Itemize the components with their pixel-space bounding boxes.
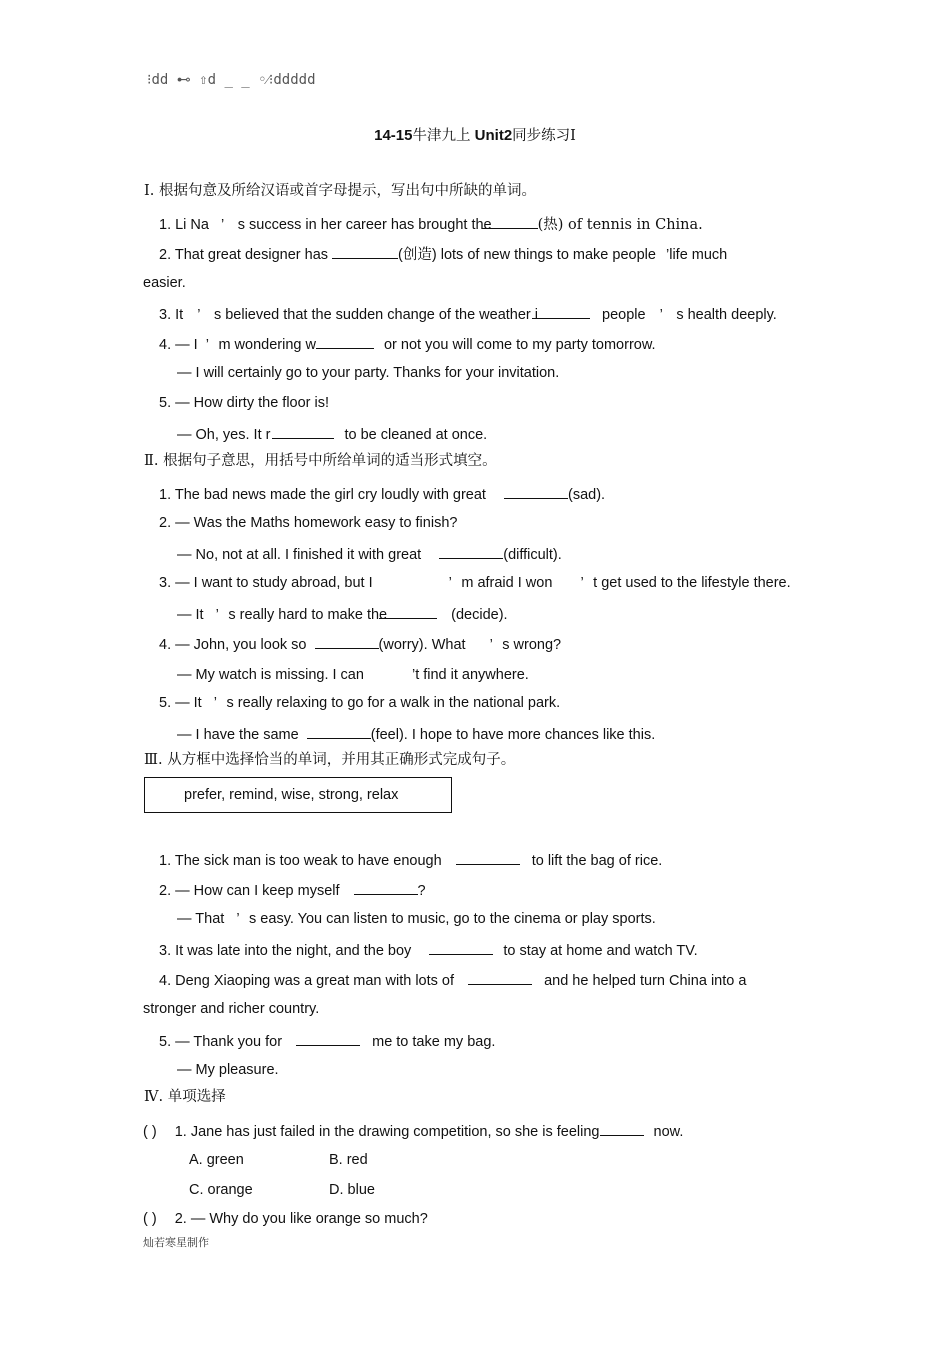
s3-q1: 1. The sick man is too weak to have enough to lift the bag of rice. <box>159 850 662 870</box>
answer-blank[interactable] <box>482 214 538 229</box>
answer-blank[interactable] <box>296 1031 360 1046</box>
s2-q2-reply: — No, not at all. I finished it with great (difficult). <box>177 544 562 564</box>
word-box-words: prefer, remind, wise, strong, relax <box>184 787 399 803</box>
s4-q1-option-b[interactable]: B. red <box>329 1152 368 1168</box>
s1-q5-reply: — Oh, yes. It r to be cleaned at once. <box>177 424 487 444</box>
s1-q2: 2. That great designer has (创造) lots of new things to make people ’life much <box>159 244 727 264</box>
answer-blank[interactable] <box>504 484 568 499</box>
s1-q4: 4. — I ’ m wondering w or not you will come to my party tomorrow. <box>159 334 656 354</box>
section-4-heading: Ⅳ. 单项选择 <box>144 1089 226 1105</box>
header-garbled-text: ⁝dd ⊷ ⇧d ̲ ̲ ◦⁄⁝ddddd <box>147 72 316 88</box>
s4-q1-option-d[interactable]: D. blue <box>329 1182 375 1198</box>
answer-blank[interactable] <box>456 850 520 865</box>
s1-q4-reply: — I will certainly go to your party. Thanks for your invitation. <box>177 365 560 381</box>
s3-q2: 2. — How can I keep myself ? <box>159 880 426 900</box>
page-title <box>0 124 950 145</box>
s3-q4-cont: stronger and richer country. <box>143 1001 320 1017</box>
answer-blank[interactable] <box>439 544 503 559</box>
footer-credit: 灿若寒星制作 <box>143 1236 209 1249</box>
title-prefix: 14-15 <box>374 127 413 144</box>
answer-blank[interactable] <box>307 724 371 739</box>
answer-blank[interactable] <box>332 244 398 259</box>
s2-q4-reply: — My watch is missing. I can ’t find it anywhere. <box>177 664 529 684</box>
title-cn2: 同步练习Ⅰ <box>512 128 576 144</box>
section-3-heading: Ⅲ. 从方框中选择恰当的单词，并用其正确形式完成句子。 <box>144 752 516 768</box>
s1-q1: 1. Li Na ’ s success in her career has brought the (热) of tennis in China. <box>159 214 703 234</box>
s2-q4: 4. — John, you look so (worry). What ’ s wrong? <box>159 634 561 654</box>
s4-q1-option-c[interactable]: C. orange <box>189 1182 253 1198</box>
s1-q5: 5. — How dirty the floor is! <box>159 395 330 411</box>
answer-blank[interactable] <box>600 1121 644 1136</box>
answer-blank[interactable] <box>379 604 437 619</box>
s2-q3: 3. — I want to study abroad, but I ’ m afraid I won ’ t get used to the lifestyle there. <box>159 575 791 591</box>
answer-blank[interactable] <box>368 664 412 679</box>
answer-blank[interactable] <box>316 334 374 349</box>
word-box <box>144 777 452 813</box>
s4-q1: ( ) 1. Jane has just failed in the drawing competition, so she is feeling now. <box>143 1121 683 1141</box>
title-unit: Unit2 <box>474 127 513 144</box>
answer-paren[interactable]: ( ) <box>143 1124 157 1140</box>
answer-blank[interactable] <box>468 970 532 985</box>
s3-q5-reply: — My pleasure. <box>177 1062 279 1078</box>
s3-q5: 5. — Thank you for me to take my bag. <box>159 1031 495 1051</box>
answer-blank[interactable] <box>429 940 493 955</box>
title-cn1: 牛津九上 <box>412 128 471 144</box>
answer-blank[interactable] <box>354 880 418 895</box>
answer-blank[interactable] <box>532 304 590 319</box>
s2-q5: 5. — It ’ s really relaxing to go for a walk in the national park. <box>159 695 561 711</box>
s3-q3: 3. It was late into the night, and the boy to stay at home and watch TV. <box>159 940 698 960</box>
s3-q4: 4. Deng Xiaoping was a great man with lots of and he helped turn China into a <box>159 970 746 990</box>
s1-q3: 3. It ’ s believed that the sudden change of the weather i people ’ s health deeply. <box>159 304 777 324</box>
s4-q1-option-a[interactable]: A. green <box>189 1152 244 1168</box>
s4-q2: ( ) 2. — Why do you like orange so much? <box>143 1211 428 1227</box>
s2-q2: 2. — Was the Maths homework easy to finish? <box>159 515 458 531</box>
section-2-heading: Ⅱ. 根据句子意思，用括号中所给单词的适当形式填空。 <box>144 453 497 469</box>
s2-q3-reply: — It ’ s really hard to make the (decide). <box>177 604 508 624</box>
answer-paren[interactable]: ( ) <box>143 1211 157 1227</box>
s1-q2-cont: easier. <box>143 275 186 291</box>
answer-blank[interactable] <box>272 424 334 439</box>
answer-blank[interactable] <box>315 634 379 649</box>
s2-q5-reply: — I have the same (feel). I hope to have more chances like this. <box>177 724 655 744</box>
s3-q2-reply: — That ’ s easy. You can listen to music, go to the cinema or play sports. <box>177 911 656 927</box>
s2-q1: 1. The bad news made the girl cry loudly with great (sad). <box>159 484 605 504</box>
section-1-heading: Ⅰ. 根据句意及所给汉语或首字母提示，写出句中所缺的单词。 <box>144 183 536 199</box>
